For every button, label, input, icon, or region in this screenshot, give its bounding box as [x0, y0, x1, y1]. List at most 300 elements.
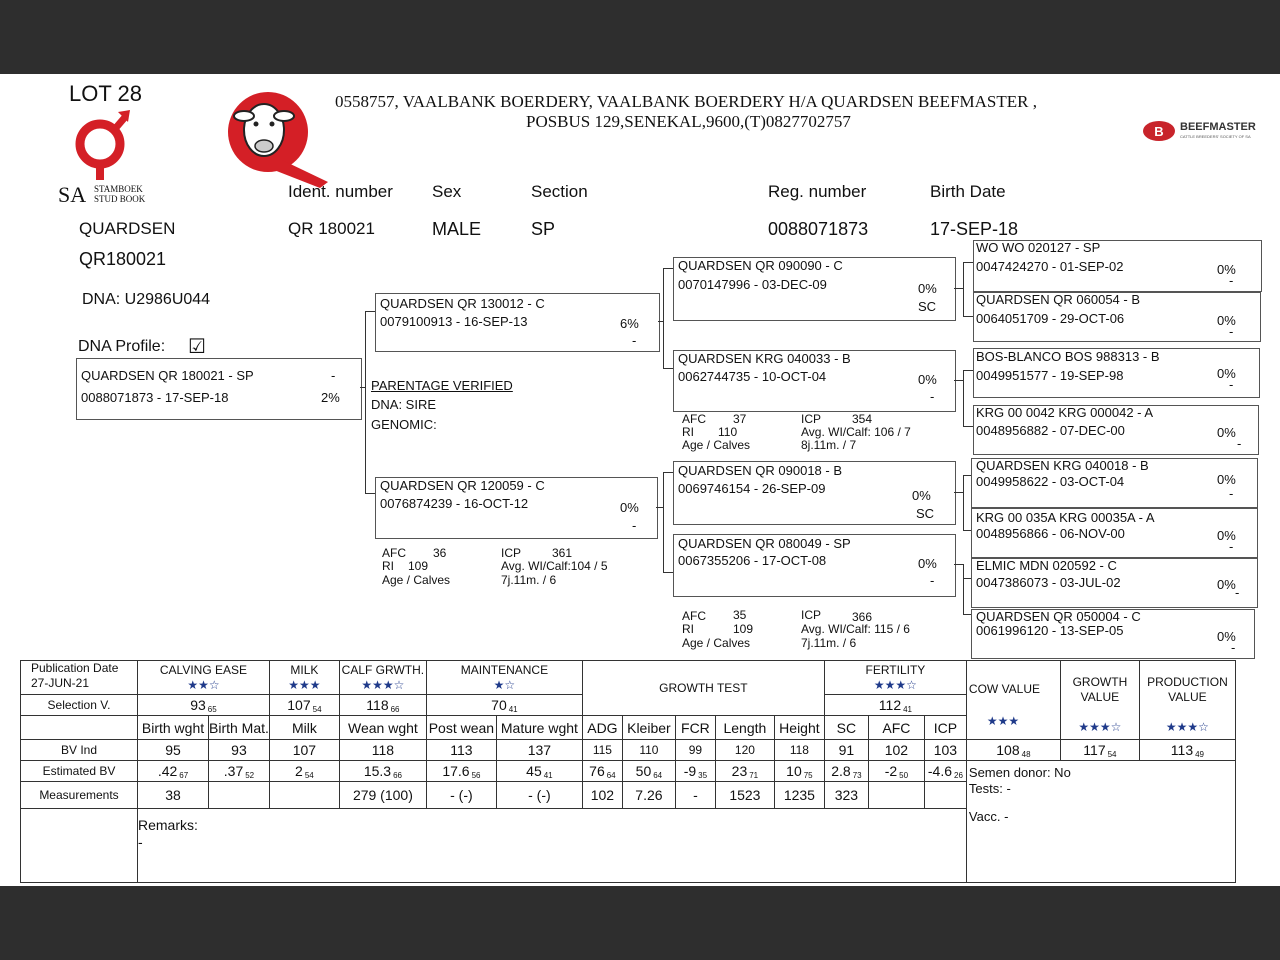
great-grandparent-box — [973, 348, 1260, 398]
ggp-pct: 0% — [1217, 313, 1236, 328]
gp-extra: SC — [916, 506, 935, 521]
ggp-name: QUARDSEN QR 060054 - B — [976, 292, 1141, 307]
connector — [663, 268, 673, 269]
bv-cell: 95 — [138, 740, 209, 761]
ebv-cell — [622, 761, 675, 782]
donor-info-cell — [966, 761, 1235, 883]
ggp-name: BOS-BLANCO BOS 988313 - B — [976, 349, 1160, 364]
cow-value-stars: ★★★ — [986, 714, 1020, 728]
great-grandparent-box — [971, 458, 1258, 508]
ggp-name: KRG 00 0042 KRG 000042 - A — [976, 405, 1154, 420]
col-header: Wean wght — [339, 716, 426, 740]
publication-label: Publication Date — [31, 661, 119, 675]
remarks-label: Remarks: — [138, 817, 198, 833]
col-header: Kleiber — [622, 716, 675, 740]
ebv-value: .37 — [223, 762, 244, 779]
meas-cell: 1523 — [715, 782, 774, 809]
animal-name: QR180021 — [79, 249, 167, 269]
gp-reg: 0069746154 - 26-SEP-09 — [678, 481, 826, 496]
meas-cell — [269, 782, 339, 809]
ebv-accuracy: 54 — [304, 770, 314, 780]
dam-ri: 109 — [408, 559, 429, 573]
bottom-dark-band — [0, 886, 1280, 960]
ggp-pct: 0% — [1217, 425, 1236, 440]
cow-value-bv — [966, 740, 1060, 761]
grandparent-box — [673, 461, 956, 525]
sa-letters: SA — [58, 182, 87, 207]
parentage-title: PARENTAGE VERIFIED — [371, 378, 513, 393]
connector — [963, 370, 964, 426]
selection-value: 93 — [190, 696, 206, 713]
calving-ease-label: CALVING EASE — [159, 662, 248, 677]
ebv-cell — [582, 761, 622, 782]
ggp-name: ELMIC MDN 020592 - C — [976, 558, 1117, 573]
publication-date: 27-JUN-21 — [31, 676, 90, 690]
vaccinations: Vacc. - — [968, 809, 1009, 824]
maintenance-header — [426, 661, 582, 695]
gd2-ri: 109 — [733, 622, 754, 636]
ebv-accuracy: 52 — [245, 770, 255, 780]
bv-cell: 93 — [209, 740, 270, 761]
fertility-header — [824, 661, 966, 695]
selection-calving — [138, 695, 270, 716]
beefmaster-sub: CATTLE BREEDERS' SOCIETY OF SA — [1180, 134, 1251, 139]
col-header: ICP — [924, 716, 966, 740]
gd1-ri: 110 — [718, 425, 738, 439]
ggp-reg: 0047386073 - 03-JUL-02 — [976, 575, 1121, 590]
connector — [963, 426, 973, 427]
meas-cell — [924, 782, 966, 809]
meas-cell: 7.26 — [622, 782, 675, 809]
ggp-name: WO WO 020127 - SP — [976, 240, 1101, 255]
ebv-accuracy: 41 — [543, 770, 553, 780]
production-value-stars: ★★★☆ — [1165, 720, 1209, 734]
calving-ease-header — [138, 661, 270, 695]
col-header: Post wean — [426, 716, 496, 740]
blank-cell — [21, 809, 138, 883]
beefmaster-word: BEEFMASTER — [1180, 121, 1256, 133]
connector — [663, 368, 673, 369]
ggp-dash: - — [1237, 436, 1242, 451]
gp-name: QUARDSEN QR 080049 - SP — [678, 536, 851, 551]
col-header: Birth wght — [138, 716, 209, 740]
ggp-reg: 0048956866 - 06-NOV-00 — [976, 526, 1125, 541]
dam-box — [375, 477, 658, 539]
gd2-age-label: Age / Calves — [682, 636, 751, 650]
ebv-accuracy: 56 — [471, 770, 481, 780]
gd2-age: 7j.11m. / 6 — [801, 636, 857, 650]
selection-value: 70 — [491, 696, 507, 713]
parentage-dna: DNA: SIRE — [371, 397, 437, 412]
bv-cell: 103 — [924, 740, 966, 761]
bv-cell: 118 — [774, 740, 824, 761]
ebv-value: 10 — [786, 762, 802, 779]
gp-pct: 0% — [918, 556, 937, 571]
gp-reg: 0067355206 - 17-OCT-08 — [678, 553, 827, 568]
gd2-afc: 35 — [733, 608, 747, 622]
ggp-name: KRG 00 035A KRG 00035A - A — [976, 510, 1155, 525]
growth-value-stars: ★★★☆ — [1078, 720, 1122, 734]
bv-cell: 99 — [675, 740, 715, 761]
beefmaster-b-icon — [1142, 120, 1176, 142]
selection-maintenance — [426, 695, 582, 716]
selection-accuracy: 41 — [508, 704, 518, 714]
great-grandparent-box — [973, 405, 1259, 455]
great-grandparent-box — [973, 292, 1261, 342]
sire-box — [375, 293, 660, 352]
bv-ind-label: BV Ind — [21, 740, 138, 761]
gp-reg: 0070147996 - 03-DEC-09 — [678, 277, 827, 292]
calf-growth-label: CALF GRWTH. — [341, 662, 425, 677]
animal-ident: QR 180021 — [288, 219, 375, 238]
section-header: Section — [531, 182, 588, 201]
dam-afc-label: AFC — [382, 546, 406, 560]
grandparent-box — [673, 534, 956, 597]
ggp-dash: - — [1235, 585, 1240, 600]
gp-pct: 0% — [918, 281, 937, 296]
ebv-value: .42 — [157, 762, 178, 779]
dam-reg: 0076874239 - 16-OCT-12 — [380, 496, 529, 511]
animal-section: SP — [531, 219, 556, 239]
calf-growth-stars: ★★★☆ — [361, 677, 405, 692]
gp-name: QUARDSEN KRG 040033 - B — [678, 351, 851, 366]
ebv-cell — [824, 761, 868, 782]
ebv-value: -9 — [683, 762, 697, 779]
selection-value: 112 — [878, 696, 902, 713]
ggp-reg: 0047424270 - 01-SEP-02 — [976, 259, 1124, 274]
dam-dash: - — [632, 518, 637, 533]
svg-text:B: B — [1154, 124, 1164, 139]
gd1-afc-label: AFC — [682, 412, 706, 426]
ebv-value: 17.6 — [442, 762, 470, 779]
bv-cell: 137 — [496, 740, 582, 761]
gp-pct: 0% — [918, 372, 937, 387]
connector — [663, 472, 664, 572]
performance-table — [20, 660, 1236, 883]
col-header: Birth Mat. — [209, 716, 270, 740]
reg-header: Reg. number — [768, 182, 867, 201]
dna-profile-check-icon: ☑ — [188, 336, 206, 358]
ebv-value: 15.3 — [363, 762, 392, 779]
bv-cell: 102 — [868, 740, 924, 761]
animal-prefix: QUARDSEN — [79, 219, 176, 238]
col-header: FCR — [675, 716, 715, 740]
meas-cell: 1235 — [774, 782, 824, 809]
parentage-genomic: GENOMIC: — [371, 417, 437, 432]
animal-sex: MALE — [432, 219, 482, 239]
ggp-pct: 0% — [1217, 366, 1236, 381]
bv-cell: 110 — [622, 740, 675, 761]
connector — [663, 572, 673, 573]
gd1-age: 8j.11m. / 7 — [801, 438, 857, 452]
bv-cell: 120 — [715, 740, 774, 761]
sire-name: QUARDSEN QR 130012 - C — [380, 296, 545, 311]
col-header: ADG — [582, 716, 622, 740]
ebv-cell — [496, 761, 582, 782]
connector — [663, 472, 673, 473]
meas-cell: 38 — [138, 782, 209, 809]
gd2-ri-label: RI — [682, 622, 694, 636]
top-dark-band — [0, 0, 1280, 74]
ebv-accuracy: 50 — [899, 770, 909, 780]
selection-accuracy: 65 — [207, 704, 217, 714]
breeder-line-1: 0558757, VAALBANK BOERDERY, VAALBANK BOERDERY H/A QUARDSEN BEEFMASTER , — [335, 92, 1037, 111]
self-reg: 0088071873 - 17-SEP-18 — [81, 390, 229, 405]
meas-cell: - — [675, 782, 715, 809]
breeder-line-2: POSBUS 129,SENEKAL,9600,(T)0827702757 — [526, 112, 851, 131]
self-dash: - — [331, 368, 336, 383]
maintenance-stars: ★☆ — [493, 677, 516, 692]
ebv-accuracy: 71 — [749, 770, 759, 780]
gp-pct: 0% — [912, 488, 931, 503]
selection-accuracy: 54 — [312, 704, 322, 714]
meas-cell — [209, 782, 270, 809]
bv-cell: 107 — [269, 740, 339, 761]
sa-stud-book-logo — [56, 110, 156, 210]
gp-extra: SC — [918, 299, 937, 314]
bv-cell: 118 — [339, 740, 426, 761]
selection-milk — [269, 695, 339, 716]
ggp-pct: 0% — [1217, 577, 1236, 592]
ebv-cell — [138, 761, 209, 782]
sire-reg: 0079100913 - 16-SEP-13 — [380, 314, 528, 329]
semen-donor: Semen donor: No — [968, 765, 1071, 780]
growth-value-bv — [1060, 740, 1139, 761]
calving-ease-stars: ★★☆ — [187, 677, 220, 692]
meas-cell: - (-) — [426, 782, 496, 809]
ebv-cell — [339, 761, 426, 782]
ebv-accuracy: 67 — [179, 770, 189, 780]
dna-profile-label: DNA Profile: — [78, 338, 166, 355]
self-pedigree-box — [76, 358, 362, 420]
ebv-cell — [269, 761, 339, 782]
gp-name: QUARDSEN QR 090018 - B — [678, 463, 843, 478]
dam-wi: Avg. WI/Calf:104 / 5 — [501, 559, 608, 573]
remarks-text: - — [138, 834, 143, 850]
dam-icp: 361 — [552, 546, 573, 560]
stud-book-text: STUD BOOK — [94, 194, 146, 204]
ebv-cell — [774, 761, 824, 782]
meas-cell — [868, 782, 924, 809]
meas-cell: 279 (100) — [339, 782, 426, 809]
connector — [963, 262, 973, 263]
col-header: AFC — [868, 716, 924, 740]
ident-header: Ident. number — [288, 182, 393, 201]
ebv-accuracy: 73 — [852, 770, 862, 780]
gd1-icp: 354 — [852, 412, 873, 426]
connector — [963, 370, 973, 371]
self-pct: 2% — [321, 390, 340, 405]
beefmaster-logo — [1142, 120, 1272, 144]
col-header: Mature wght — [496, 716, 582, 740]
grandparent-box — [673, 350, 956, 412]
col-header: Length — [715, 716, 774, 740]
value-bv: 117 — [1083, 741, 1106, 758]
connector — [365, 493, 375, 494]
quardsen-logo — [222, 90, 332, 190]
cow-value-header — [966, 661, 1060, 740]
ggp-reg: 0049958622 - 03-OCT-04 — [976, 474, 1125, 489]
selection-accuracy: 41 — [903, 704, 913, 714]
ebv-value: 50 — [635, 762, 652, 779]
blank-cell — [21, 716, 138, 740]
col-header: Height — [774, 716, 824, 740]
connector — [963, 262, 964, 316]
gd1-afc: 37 — [733, 412, 747, 426]
ggp-reg: 0048956882 - 07-DEC-00 — [976, 423, 1125, 438]
lot-number: LOT 28 — [69, 81, 142, 106]
measurements-label: Measurements — [21, 782, 138, 809]
connector — [963, 564, 964, 578]
growth-test-header: GROWTH TEST — [582, 661, 824, 716]
dam-age: 7j.11m. / 6 — [501, 573, 557, 587]
ebv-cell — [715, 761, 774, 782]
ggp-name: QUARDSEN KRG 040018 - B — [976, 458, 1149, 473]
sex-header: Sex — [432, 182, 462, 201]
connector — [963, 578, 964, 614]
connector — [663, 268, 664, 368]
production-value-header — [1139, 661, 1235, 740]
ggp-name: QUARDSEN QR 050004 - C — [976, 609, 1141, 624]
ebv-accuracy: 26 — [954, 770, 963, 780]
great-grandparent-box — [971, 609, 1255, 659]
gp-extra: - — [930, 573, 935, 588]
great-grandparent-box — [971, 558, 1258, 608]
bv-cell: 115 — [582, 740, 622, 761]
connector — [365, 311, 375, 312]
ebv-value: 23 — [731, 762, 748, 779]
ggp-pct: 0% — [1217, 629, 1236, 644]
ggp-dash: - — [1231, 640, 1236, 655]
dam-name: QUARDSEN QR 120059 - C — [380, 478, 545, 493]
calf-growth-header — [339, 661, 426, 695]
ebv-value: 45 — [526, 762, 542, 779]
animal-reg: 0088071873 — [768, 219, 869, 239]
gd1-age-label: Age / Calves — [682, 438, 751, 452]
growth-value-header — [1060, 661, 1139, 740]
value-accuracy: 54 — [1107, 749, 1117, 759]
cow-value-label: COW VALUE — [968, 682, 1041, 696]
ebv-accuracy: 66 — [393, 770, 402, 780]
stamboek-text: STAMBOEK — [94, 184, 143, 194]
birth-header: Birth Date — [930, 182, 1006, 201]
female-symbol-icon — [56, 110, 156, 180]
bv-cell: 91 — [824, 740, 868, 761]
gd1-wi: Avg. WI/Calf: 106 / 7 — [801, 425, 911, 439]
ggp-pct: 0% — [1217, 528, 1236, 543]
meas-cell: - (-) — [496, 782, 582, 809]
connector — [365, 311, 366, 493]
ggp-reg: 0064051709 - 29-OCT-06 — [976, 311, 1125, 326]
milk-label: MILK — [290, 662, 319, 677]
selection-value: 107 — [287, 696, 311, 713]
grandparent-box — [673, 257, 956, 321]
ebv-value: -2 — [884, 762, 898, 779]
ebv-cell — [209, 761, 270, 782]
col-header: SC — [824, 716, 868, 740]
fertility-stars: ★★★☆ — [873, 677, 917, 692]
gp-reg: 0062744735 - 10-OCT-04 — [678, 369, 827, 384]
great-grandparent-box — [973, 240, 1262, 292]
connector — [963, 316, 973, 317]
value-accuracy: 49 — [1195, 749, 1205, 759]
fertility-label: FERTILITY — [865, 662, 926, 677]
dam-ri-label: RI — [382, 559, 394, 573]
gd2-afc-label: AFC — [682, 609, 706, 623]
milk-stars: ★★★ — [288, 677, 321, 692]
gd2-icp-label: ICP — [801, 608, 822, 622]
sire-pct: 6% — [620, 316, 639, 331]
selection-fertility — [824, 695, 966, 716]
meas-cell: 323 — [824, 782, 868, 809]
remarks-cell — [138, 809, 967, 883]
animal-birth: 17-SEP-18 — [930, 219, 1019, 239]
tests: Tests: - — [968, 781, 1011, 796]
ebv-value: 2 — [295, 762, 303, 779]
gd1-icp-label: ICP — [801, 412, 822, 426]
ebv-cell — [868, 761, 924, 782]
meas-cell: 102 — [582, 782, 622, 809]
selection-value: 118 — [366, 696, 389, 713]
ebv-accuracy: 75 — [803, 770, 813, 780]
ggp-dash: - — [1229, 377, 1234, 392]
growth-value-label: GROWTH VALUE — [1072, 675, 1128, 704]
ggp-dash: - — [1229, 273, 1234, 288]
ebv-accuracy: 64 — [653, 770, 663, 780]
gp-name: QUARDSEN QR 090090 - C — [678, 258, 843, 273]
ebv-value: 76 — [589, 762, 605, 779]
selection-accuracy: 66 — [390, 704, 400, 714]
selection-label: Selection V. — [21, 695, 138, 716]
ebv-cell — [426, 761, 496, 782]
col-header: Milk — [269, 716, 339, 740]
bv-cell: 113 — [426, 740, 496, 761]
ebv-value: 2.8 — [831, 762, 851, 779]
sire-dash: - — [632, 333, 637, 348]
dam-age-label: Age / Calves — [382, 573, 451, 587]
gd2-wi: Avg. WI/Calf: 115 / 6 — [801, 622, 910, 636]
maintenance-label: MAINTENANCE — [460, 662, 549, 677]
ebv-accuracy: 64 — [606, 770, 616, 780]
ggp-reg: 0061996120 - 13-SEP-05 — [976, 623, 1124, 638]
dam-pct: 0% — [620, 500, 639, 515]
ebv-cell — [675, 761, 715, 782]
dam-icp-label: ICP — [501, 546, 522, 560]
connector — [963, 475, 964, 530]
selection-calf — [339, 695, 426, 716]
value-bv: 108 — [996, 741, 1020, 758]
publication-cell — [21, 661, 138, 695]
self-name: QUARDSEN QR 180021 - SP — [81, 368, 254, 383]
ggp-dash: - — [1229, 324, 1234, 339]
ebv-cell — [924, 761, 966, 782]
production-value-label: PRODUCTION VALUE — [1147, 675, 1228, 704]
ggp-dash: - — [1229, 486, 1234, 501]
ggp-pct: 0% — [1217, 262, 1236, 277]
ggp-pct: 0% — [1217, 472, 1236, 487]
ebv-accuracy: 35 — [698, 770, 708, 780]
dam-afc: 36 — [433, 546, 447, 560]
ggp-dash: - — [1229, 539, 1234, 554]
animal-dna: DNA: U2986U044 — [82, 291, 211, 308]
gd2-icp: 366 — [852, 610, 873, 624]
ggp-reg: 0049951577 - 19-SEP-98 — [976, 368, 1124, 383]
gp-extra: - — [930, 389, 935, 404]
gd1-ri-label: RI — [682, 425, 694, 439]
ebv-value: -4.6 — [927, 762, 953, 779]
great-grandparent-box — [971, 508, 1258, 558]
estimated-bv-label: Estimated BV — [21, 761, 138, 782]
